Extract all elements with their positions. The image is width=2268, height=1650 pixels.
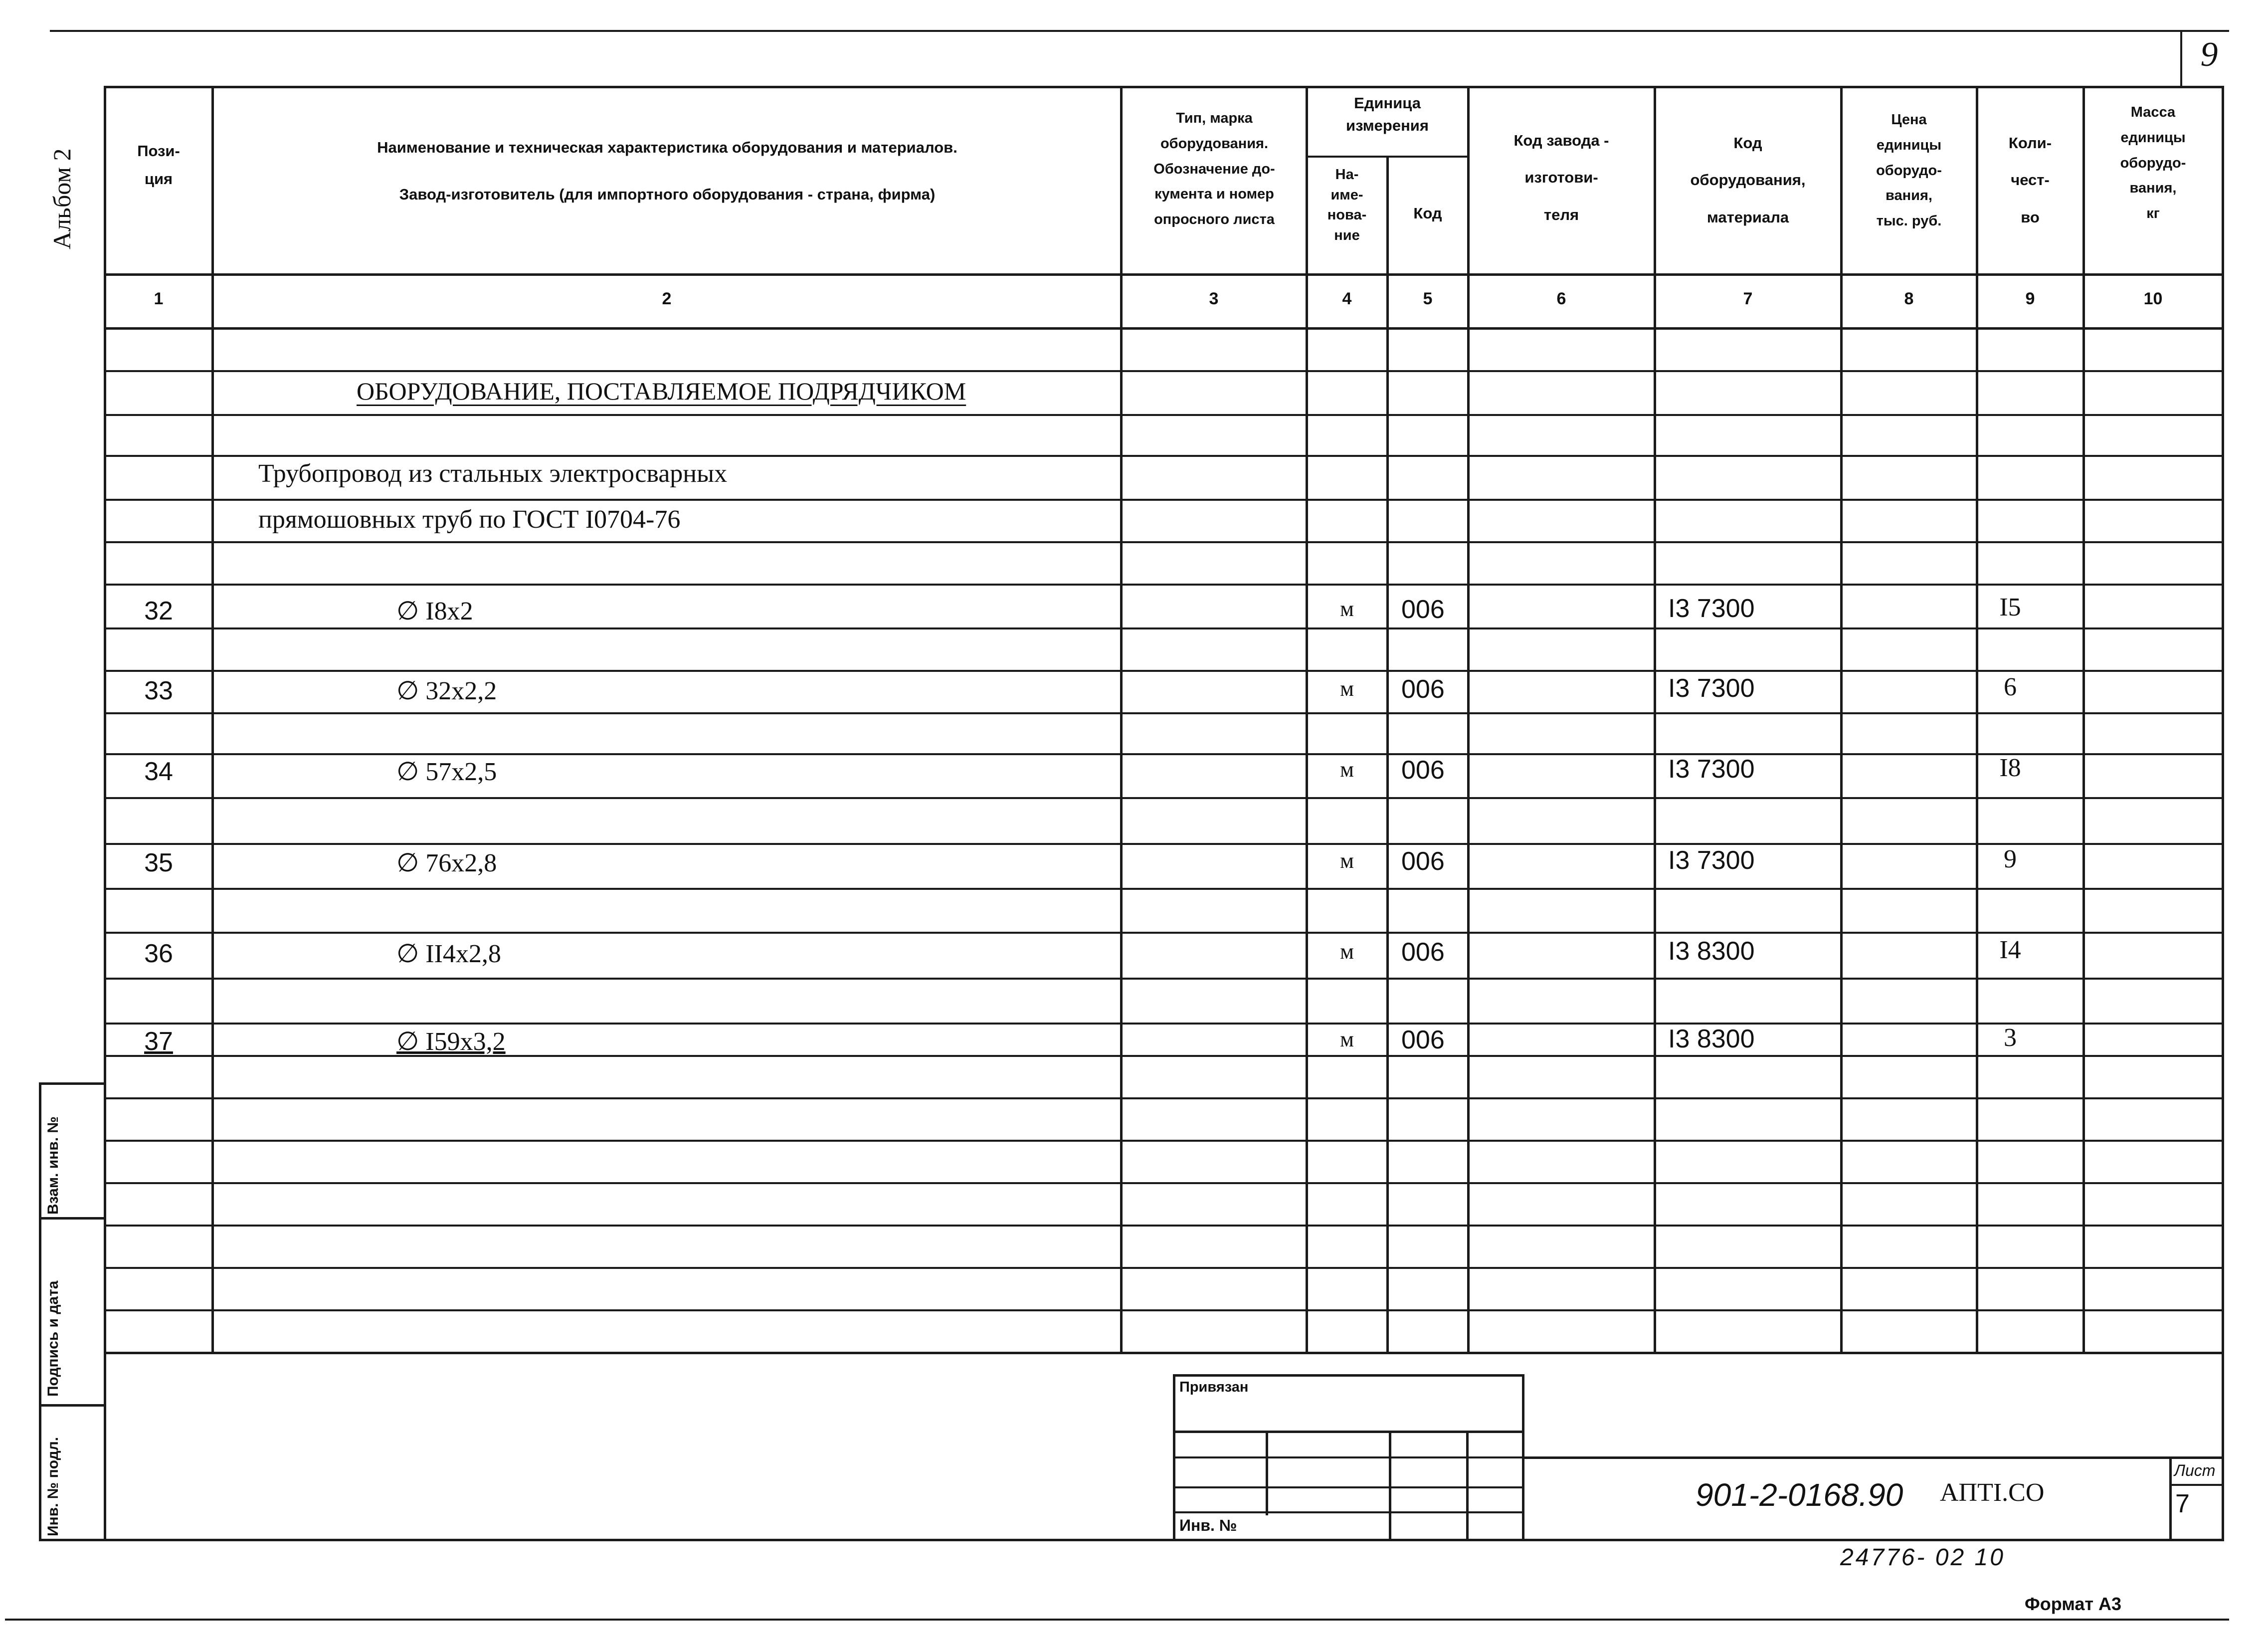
item-quantity: 3 bbox=[2004, 1024, 2017, 1052]
colnum-1: 1 bbox=[154, 289, 164, 308]
header-unit-code: Код bbox=[1413, 205, 1442, 222]
item-name: ∅ 32x2,2 bbox=[396, 677, 497, 705]
header-unit-price: Цена единицы оборудо- вания, тыс. руб. bbox=[1876, 112, 1942, 229]
item-quantity: 9 bbox=[2004, 845, 2017, 873]
item-position: 36 bbox=[144, 939, 173, 968]
album-label: Альбом 2 bbox=[48, 148, 76, 249]
group-title-line1: Трубопровод из стальных электросварных bbox=[258, 459, 728, 488]
stamp-privyazan-row4 bbox=[1173, 1511, 1524, 1513]
unit-group-divider bbox=[1306, 156, 1468, 158]
row-line bbox=[105, 1225, 2224, 1227]
item-unit: м bbox=[1340, 757, 1354, 782]
item-position: 34 bbox=[144, 757, 173, 786]
item-position: 32 bbox=[144, 597, 173, 625]
sheet-number: 9 bbox=[2200, 35, 2218, 74]
colnum-6: 6 bbox=[1556, 289, 1566, 308]
item-equipment-code: I3 8300 bbox=[1668, 937, 1755, 966]
col-line-7-8 bbox=[1840, 86, 1843, 1353]
colnum-7: 7 bbox=[1743, 289, 1753, 308]
row-line bbox=[105, 1097, 2224, 1099]
col-line-2-3 bbox=[1120, 86, 1123, 1353]
table-top-border bbox=[105, 86, 2224, 88]
header-manufacturer-code: Код завода - изготови- теля bbox=[1513, 132, 1609, 223]
row-line bbox=[105, 541, 2224, 543]
row-line bbox=[105, 414, 2224, 416]
col-line-8-9 bbox=[1976, 86, 1978, 1353]
sheet-number-box-left bbox=[2180, 32, 2182, 86]
item-equipment-code: I3 7300 bbox=[1668, 755, 1755, 784]
item-quantity: I8 bbox=[1999, 754, 2021, 782]
archive-number: 24776- 02 10 bbox=[1840, 1544, 2005, 1571]
item-quantity: I4 bbox=[1999, 936, 2021, 964]
item-position: 37 bbox=[144, 1027, 173, 1056]
header-quantity: Коли- чест- во bbox=[2008, 134, 2052, 226]
item-equipment-code: I3 7300 bbox=[1668, 674, 1755, 703]
col-line-3-4 bbox=[1306, 86, 1308, 1353]
format-label: Формат А3 bbox=[2025, 1594, 2122, 1614]
row-line bbox=[105, 1309, 2224, 1311]
row-line bbox=[105, 797, 2224, 799]
header-name-line2: Завод-изготовитель (для импортного оборудования - страна, фирма) bbox=[399, 186, 936, 203]
stamp-inv-no-label: Инв. № bbox=[1179, 1516, 1237, 1534]
row-line bbox=[105, 843, 2224, 845]
item-position: 35 bbox=[144, 848, 173, 877]
group-title-line2: прямошовных труб по ГОСТ I0704-76 bbox=[258, 505, 681, 534]
item-unit-code: 006 bbox=[1401, 756, 1445, 785]
side-stamp-div2 bbox=[39, 1404, 106, 1407]
header-type-mark: Тип, марка оборудования. Обозначение до- кумента и номер опросного листа bbox=[1153, 110, 1275, 227]
stamp-privyazan-row1 bbox=[1173, 1431, 1524, 1433]
colnum-2: 2 bbox=[662, 289, 672, 308]
item-name: ∅ 57x2,5 bbox=[396, 758, 497, 786]
header-name-line1: Наименование и техническая характеристика оборудования и материалов. bbox=[377, 139, 957, 156]
item-unit: м bbox=[1340, 597, 1354, 621]
header-equipment-code: Код оборудования, материала bbox=[1690, 134, 1806, 226]
header-unit-mass: Масса единицы оборудо- вания, кг bbox=[2120, 104, 2186, 221]
stamp-privyazan-row3 bbox=[1173, 1486, 1524, 1488]
row-line bbox=[105, 932, 2224, 934]
row-line bbox=[105, 712, 2224, 714]
side-stamp-inv-orig: Инв. № подл. bbox=[45, 1437, 61, 1536]
row-line bbox=[105, 455, 2224, 457]
item-name: ∅ 76x2,8 bbox=[396, 849, 497, 877]
item-unit: м bbox=[1340, 848, 1354, 873]
frame-right-border bbox=[2222, 86, 2224, 1541]
header-position: Пози- ция bbox=[137, 142, 180, 188]
item-quantity: I5 bbox=[1999, 593, 2021, 621]
col-line-1-2 bbox=[211, 86, 214, 1353]
row-line bbox=[105, 627, 2224, 629]
row-line bbox=[105, 584, 2224, 586]
side-stamp-vzam: Взам. инв. № bbox=[45, 1116, 61, 1215]
header-unit-name: На- име- нова- ние bbox=[1327, 167, 1367, 243]
item-name: ∅ II4x2,8 bbox=[396, 940, 501, 968]
row-line bbox=[105, 1267, 2224, 1269]
stamp-privyazan-col2 bbox=[1389, 1431, 1391, 1541]
row-line bbox=[105, 753, 2224, 755]
item-unit-code: 006 bbox=[1401, 595, 1445, 624]
colnum-9: 9 bbox=[2025, 289, 2035, 308]
item-equipment-code: I3 8300 bbox=[1668, 1025, 1755, 1053]
item-unit: м bbox=[1340, 676, 1354, 701]
stamp-sheet-value: 7 bbox=[2175, 1489, 2190, 1518]
row-line bbox=[105, 978, 2224, 980]
item-equipment-code: I3 7300 bbox=[1668, 846, 1755, 875]
stamp-sheet-label: Лист bbox=[2174, 1461, 2216, 1479]
frame-bottom-border bbox=[105, 1539, 2224, 1541]
row-line bbox=[105, 670, 2224, 672]
item-unit: м bbox=[1340, 939, 1354, 964]
stamp-sheet-divider bbox=[2169, 1484, 2222, 1486]
bottom-rule bbox=[5, 1619, 2229, 1621]
colnum-bottom-border bbox=[105, 327, 2224, 330]
item-equipment-code: I3 7300 bbox=[1668, 594, 1755, 623]
side-stamp-top bbox=[39, 1082, 106, 1085]
item-unit-code: 006 bbox=[1401, 1026, 1445, 1054]
stamp-privyazan-label: Привязан bbox=[1179, 1379, 1249, 1395]
colnum-10: 10 bbox=[2143, 289, 2163, 308]
side-stamp-signature-date: Подпись и дата bbox=[45, 1280, 61, 1397]
stamp-designation-top bbox=[1522, 1456, 2223, 1459]
row-line bbox=[105, 499, 2224, 501]
row-line bbox=[105, 370, 2224, 372]
colnum-5: 5 bbox=[1423, 289, 1433, 308]
colnum-3: 3 bbox=[1209, 289, 1219, 308]
stamp-privyazan-col3 bbox=[1466, 1431, 1469, 1541]
item-unit-code: 006 bbox=[1401, 675, 1445, 704]
table-bottom-border bbox=[105, 1352, 2224, 1354]
section-title: ОБОРУДОВАНИЕ, ПОСТАВЛЯЕМОЕ ПОДРЯДЧИКОМ bbox=[357, 377, 966, 405]
side-stamp-div1 bbox=[39, 1217, 106, 1220]
row-line bbox=[105, 1140, 2224, 1142]
row-line bbox=[105, 1023, 2224, 1025]
stamp-privyazan-top bbox=[1173, 1374, 1524, 1377]
row-line bbox=[105, 1182, 2224, 1184]
stamp-privyazan-row2 bbox=[1173, 1456, 1524, 1458]
item-position: 33 bbox=[144, 676, 173, 705]
item-name: ∅ I8x2 bbox=[396, 597, 473, 625]
header-bottom-border bbox=[105, 273, 2224, 276]
colnum-8: 8 bbox=[1904, 289, 1914, 308]
side-stamp-bottom bbox=[39, 1539, 106, 1541]
col-line-6-7 bbox=[1654, 86, 1656, 1353]
stamp-sheet-left bbox=[2169, 1456, 2172, 1541]
header-unit-group: Единица измерения bbox=[1346, 94, 1429, 134]
item-unit: м bbox=[1340, 1027, 1354, 1051]
stamp-privyazan-col1 bbox=[1266, 1431, 1268, 1515]
stamp-designation-suffix: АПТI.СО bbox=[1940, 1478, 2045, 1507]
side-stamp-left bbox=[39, 1082, 41, 1541]
colnum-4: 4 bbox=[1342, 289, 1352, 308]
col-line-9-10 bbox=[2082, 86, 2085, 1353]
item-unit-code: 006 bbox=[1401, 938, 1445, 967]
item-unit-code: 006 bbox=[1401, 847, 1445, 876]
top-rule bbox=[50, 30, 2229, 32]
item-quantity: 6 bbox=[2004, 673, 2017, 701]
col-line-5-6 bbox=[1467, 86, 1470, 1353]
row-line bbox=[105, 888, 2224, 890]
item-name: ∅ I59x3,2 bbox=[396, 1028, 506, 1056]
stamp-designation: 901-2-0168.90 bbox=[1696, 1477, 1903, 1513]
